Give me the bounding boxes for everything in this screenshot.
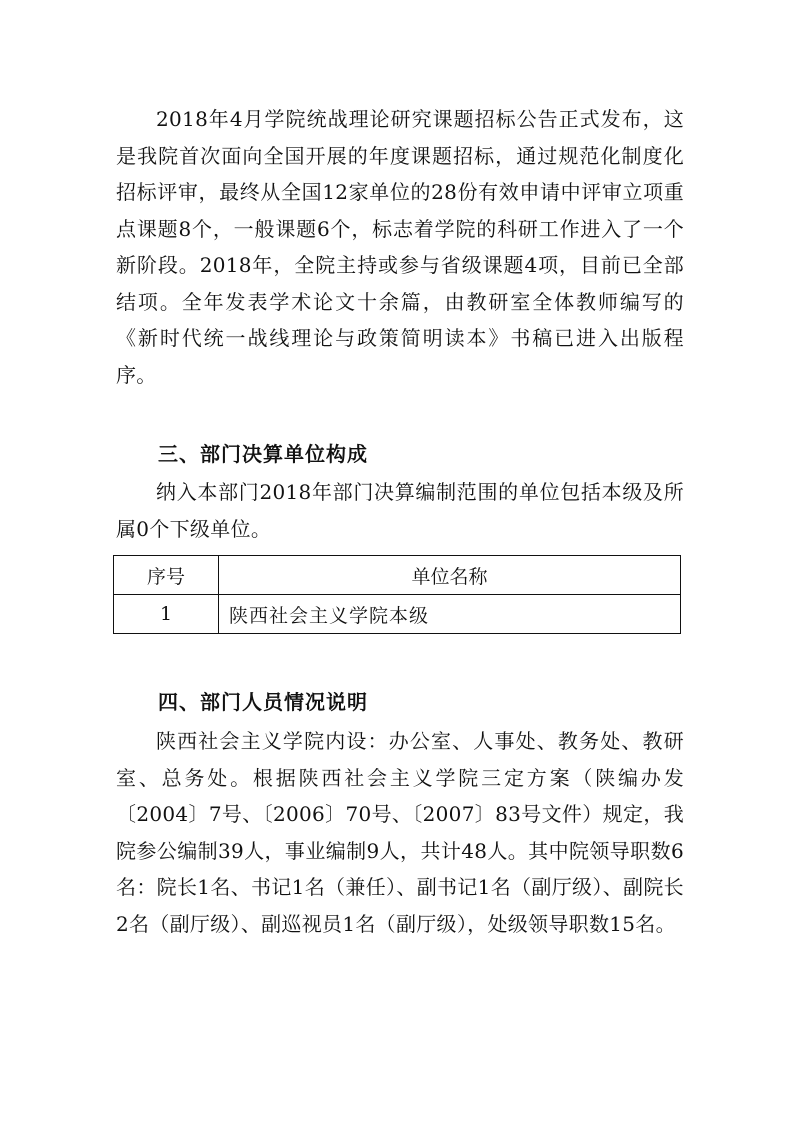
cell-unit-name: 陕西社会主义学院本级 bbox=[219, 595, 681, 634]
section3-heading: 三、部门决算单位构成 bbox=[158, 442, 368, 466]
section4-heading: 四、部门人员情况说明 bbox=[158, 690, 368, 714]
header-serial-number: 序号 bbox=[114, 556, 219, 595]
unit-table bbox=[113, 555, 681, 634]
section3-body-paragraph: 纳入本部门2018年部门决算编制范围的单位包括本级及所属0个下级单位。 bbox=[116, 480, 684, 541]
section2-body-paragraph: 2018年4月学院统战理论研究课题招标公告正式发布，这是我院首次面向全国开展的年度课题招标，通过规范化制度化招标评审，最终从全国12家单位的28份有效申请中评审立项重点课题8个，一般课题6个，标志着学院的科研工作进入了一个新阶段。2018年，全院主持或参与省级课题4项，目前已全部结项。全年发表学术论文十余篇，由教研室全体教师编写的《新时代统一战线理论与政策简明读本》书稿已进入出版程序。 bbox=[116, 107, 684, 387]
header-unit-name: 单位名称 bbox=[219, 556, 681, 595]
table-row bbox=[114, 595, 681, 634]
cell-serial-number: 1 bbox=[114, 595, 219, 634]
section4-body-paragraph: 陕西社会主义学院内设：办公室、人事处、教务处、教研室、总务处。根据陕西社会主义学院三定方案（陕编办发〔2004〕7号、〔2006〕70号、〔2007〕83号文件）规定，我院参公编制39人，事业编制9人，共计48人。其中院领导职数6名：院长1名、书记1名（兼任）、副书记1名（副厅级）、副院长2名（副厅级）、副巡视员1名（副厅级），处级领导职数15名。 bbox=[116, 729, 684, 936]
table-header-row bbox=[114, 556, 681, 595]
